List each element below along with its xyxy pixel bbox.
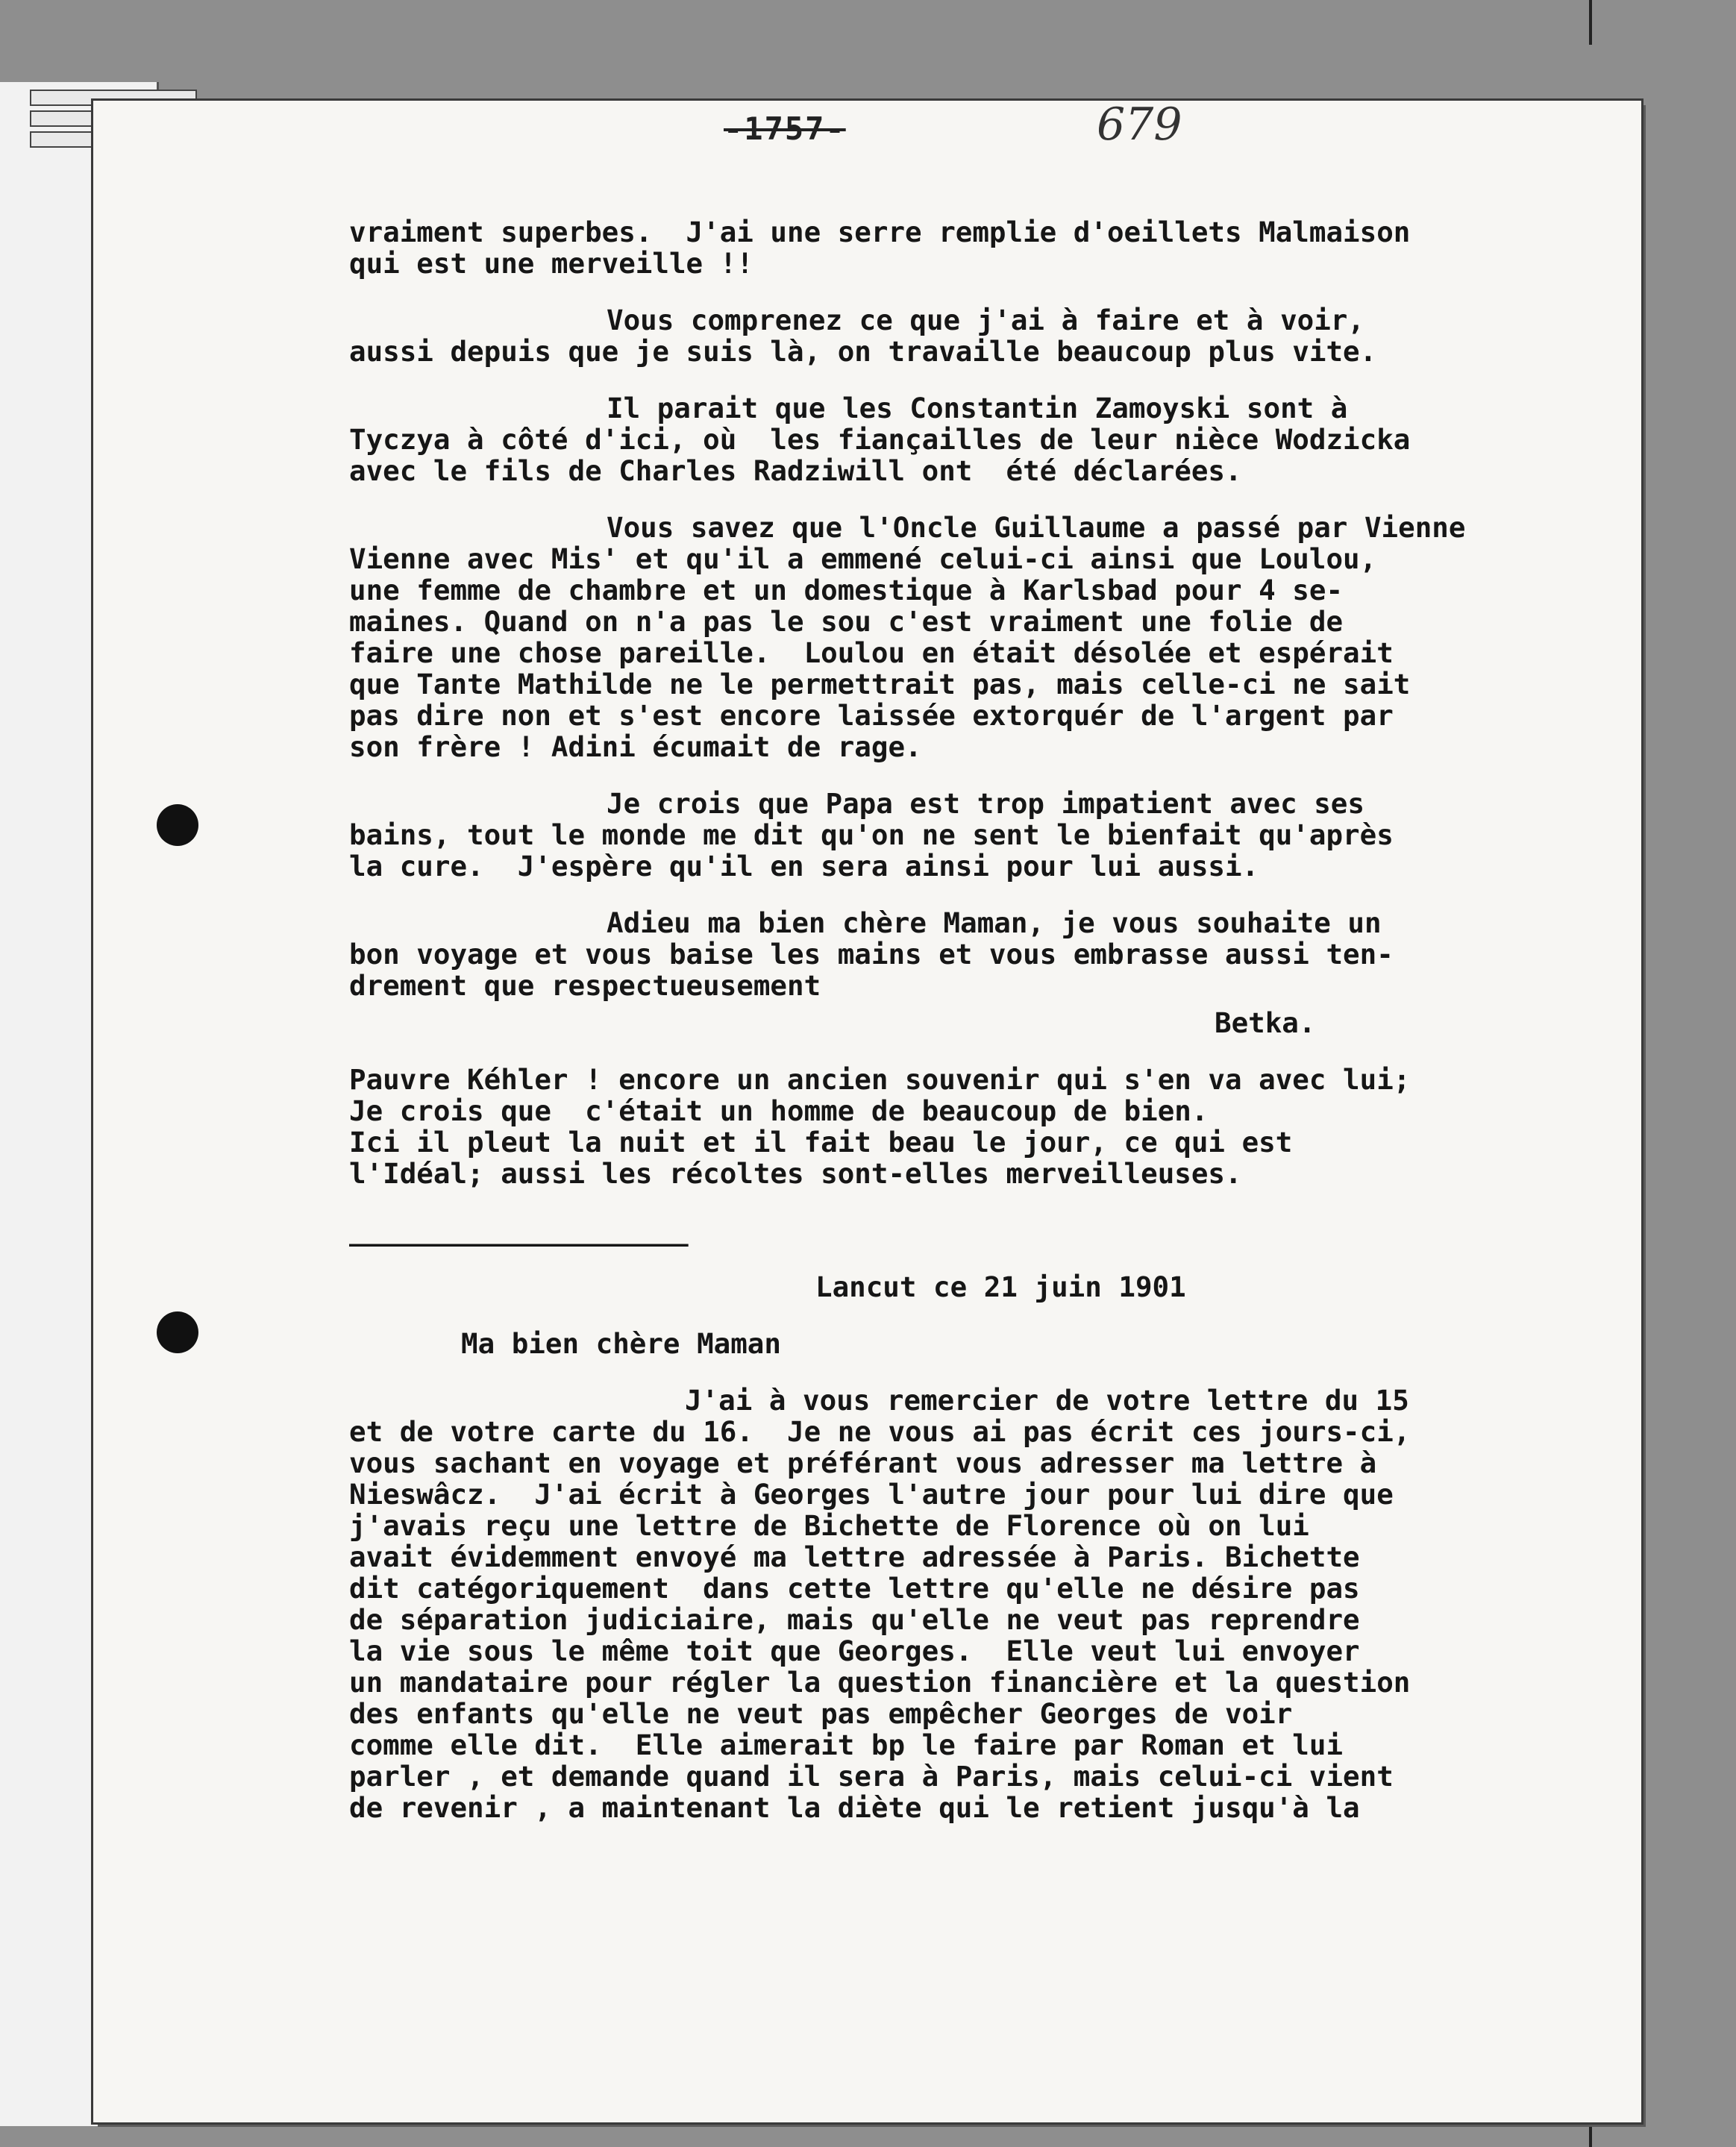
postscript: Pauvre Kéhler ! encore un ancien souvenir qui s'en va avec lui; Je crois que c'était un homme de beaucoup de bien. Ici il pleut la nuit et il fait beau le jour, ce qui est l'Idéal; aussi les récoltes sont-elles merveilleuses. xyxy=(349,1063,1411,1190)
letter-text xyxy=(349,216,1632,1849)
paragraph: Vous savez que l'Oncle Guillaume a passé par Vienne Vienne avec Mis' et qu'il a emmené celui-ci ainsi que Loulou, une femme de chambre et un domestique à Karlsbad pour 4 se- maines. Quand on n'a pas le sou c'est vraiment une folie de faire une chose pareille. Loulou en était désolée et espérait que Tante Mathilde ne le permettrait pas, mais celle-ci ne sait pas dire non et s'est encore laissée extorquér de l'argent par son frère ! Adini écumait de rage. xyxy=(349,511,1466,763)
punch-hole xyxy=(157,1311,198,1353)
dateline: Lancut ce 21 juin 1901 xyxy=(815,1270,1186,1303)
paragraph: Je crois que Papa est trop impatient avec ses bains, tout le monde me dit qu'on ne sent le bienfait qu'après la cure. J'espère qu'il en sera ainsi pour lui aussi. xyxy=(349,787,1394,883)
separator-line: ______________________ xyxy=(349,1214,687,1247)
paragraph: J'ai à vous remercier de votre lettre du 15 et de votre carte du 16. Je ne vous ai pas écrit ces jours-ci, vous sachant en voyage et préférant vous adresser ma lettre à Nieswâcz. J'ai écrit à Georges l'autre jour pour lui dire que j'avais reçu une lettre de Bichette de Florence où on lui avait évidemment envoyé ma lettre adressée à Paris. Bichette dit catégoriquement dans cette lettre qu'elle ne désire pas de séparation judiciaire, mais qu'elle ne veut pas reprendre la vie sous le même toit que Georges. Elle veut lui envoyer un mandataire pour régler la question financière et la question des enfants qu'elle ne veut pas empêcher Georges de voir comme elle dit. Elle aimerait bp le faire par Roman et lui parler , et demande quand il sera à Paris, mais celui-ci vient de revenir , a maintenant la diète qui le retient jusqu'à la xyxy=(349,1384,1411,1824)
handwritten-page-number: 679 xyxy=(1097,98,1182,151)
typed-page-number: -1757- xyxy=(724,110,846,147)
paragraph: Vous comprenez ce que j'ai à faire et à voir, aussi depuis que je suis là, on travaille beaucoup plus vite. xyxy=(349,304,1377,368)
salutation: Ma bien chère Maman xyxy=(461,1327,781,1360)
punch-hole xyxy=(157,804,198,846)
paragraph: vraiment superbes. J'ai une serre remplie d'oeillets Malmaison qui est une merveille !! xyxy=(349,216,1411,280)
signature: Betka. xyxy=(1215,1006,1316,1039)
closing-paragraph: Adieu ma bien chère Maman, je vous souhaite un bon voyage et vous baise les mains et vous embrasse aussi ten- drement que respectueusement xyxy=(349,906,1394,1002)
corner-mark xyxy=(1589,0,1592,45)
paragraph: Il parait que les Constantin Zamoyski sont à Tyczya à côté d'ici, où les fiançailles de leur nièce Wodzicka avec le fils de Charles Radziwill ont été déclarées. xyxy=(349,392,1411,487)
